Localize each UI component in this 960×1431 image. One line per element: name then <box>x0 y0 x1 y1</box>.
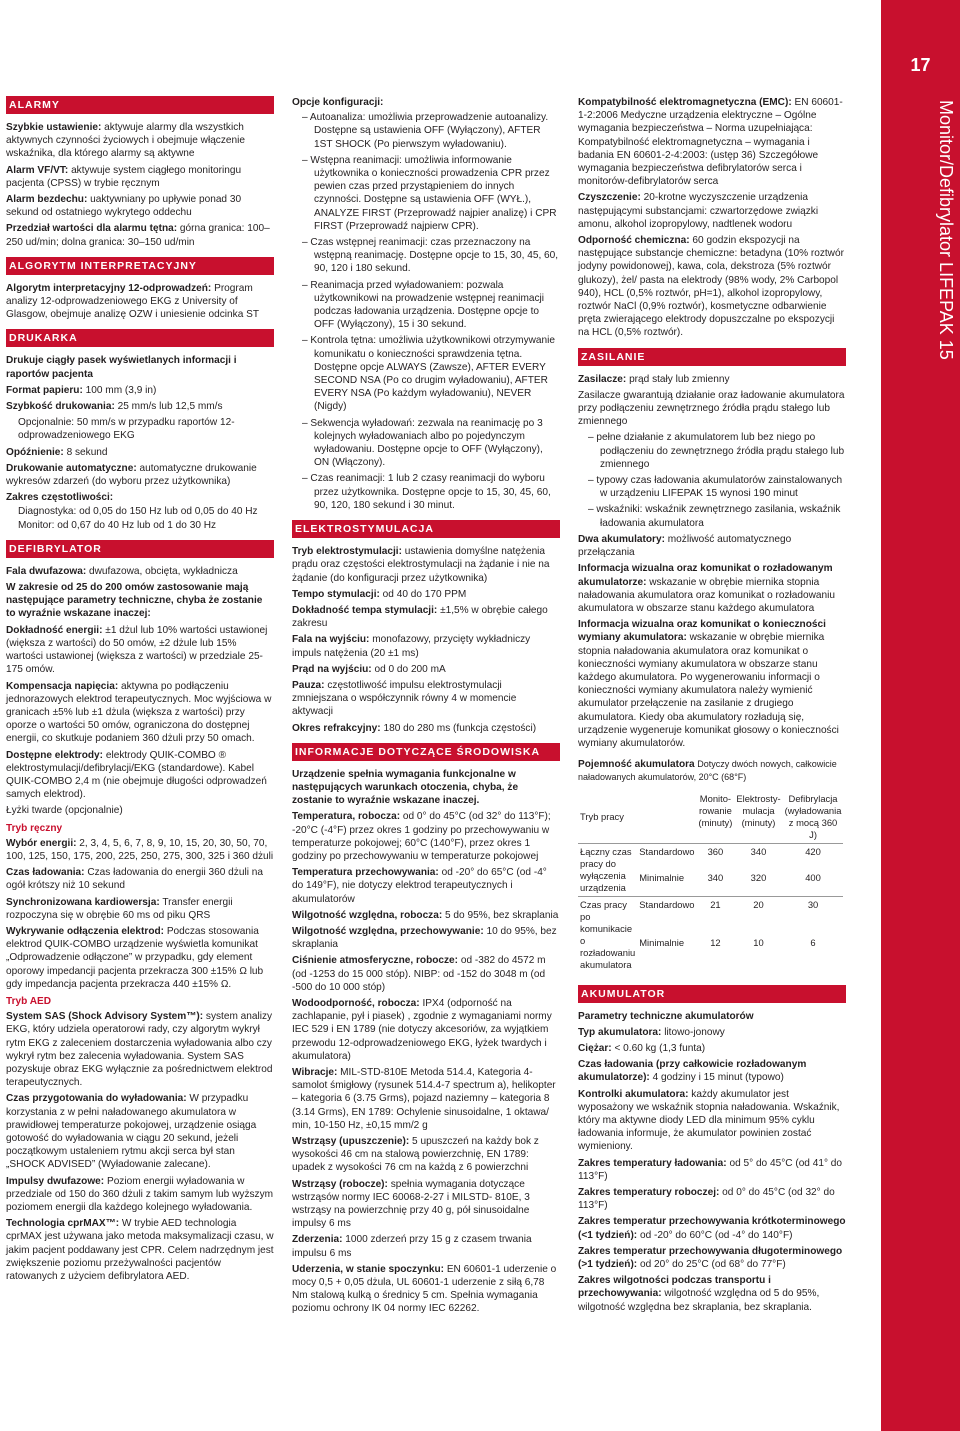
list-item: – Kontrola tętna: umożliwia użytkownikowi otrzymywanie komunikatu o konieczności sprawdzenia tętna. Dostępne opcje ALWAYS (Zawsze), AFTER EVERY SECOND NSA (Po co drugim wyładowaniu), AFTER EVERY NSA (Po każdym wyładowaniu), NEVER (Nigdy) <box>292 334 560 413</box>
table-cell: Standardowo <box>637 896 696 935</box>
table-cell: 6 <box>810 936 816 948</box>
section-heading-alarmy: ALARMY <box>6 96 274 114</box>
table-cell: 400 <box>805 871 821 883</box>
paragraph: Opcjonalnie: 50 mm/s w przypadku raportów 12-odprowadzeniowego EKG <box>18 417 235 442</box>
paragraph: W zakresie od 25 do 200 omów zastosowanie mają następujące parametry techniczne, chyba że zostanie to wyraźnie wskazane inaczej: <box>6 582 263 620</box>
paragraph: System SAS (Shock Advisory System™): system analizy EKG, który udziela operatorowi rady, czy algorytm wykrył rytm EKG z zaleceniem dostarczenia wyładowania albo czy wykrył rytm bez zalecenia wyładowania. System SAS pozyskuje obraz EKG wyłącznie za pośrednictwem elektrod terapeutycznych. <box>6 1011 273 1089</box>
section-heading-elektrostymulacja: ELEKTROSTYMULACJA <box>292 520 560 538</box>
paragraph: Ciężar: < 0.60 kg (1,3 funta) <box>578 1042 706 1054</box>
paragraph: Alarm VF/VT: aktywuje system ciągłego monitoringu pacjenta (CPSS) w trybie ręcznym <box>6 164 242 189</box>
paragraph: Kontrolki akumulatora: każdy akumulator jest wyposażony we wskaźnik stopnia naładowania. Wskaźnik, który ma aktywne diody LED dla minimum 95% cyklu ładowania informuje, że akumulator powinien zostać wymieniony. <box>578 1088 840 1153</box>
paragraph: Diagnostyka: od 0,05 do 150 Hz lub od 0,05 do 40 Hz <box>18 506 258 518</box>
subheading-tryb-aed: Tryb AED <box>6 995 52 1007</box>
paragraph: Informacja wizualna oraz komunikat o konieczności wymiany akumulatora: wskazanie w obrębie miernika stopnia naładowania akumulatora oraz komunikat o konieczności wymiany akumulatora w obszarze stanu każdego akumulatora. Po wygenerowaniu informacji o konieczności wymiany akumulatora należy wymienić akumulator przełączenie na zasilanie z drugiego akumulatora. Kiedy oba akumulatory rozładują się, urządzenie wygeneruje komunikat głosowy o konieczności wymiany akumulatorów. <box>578 619 839 749</box>
paragraph: Zakres temperatur przechowywania krótkoterminowego (<1 tydzień): od -20° do 60°C (od -4° do 140°F) <box>578 1216 846 1241</box>
paragraph: Opóźnienie: 8 sekund <box>6 446 108 458</box>
table-header-row <box>578 791 843 844</box>
paragraph: Wibracje: MIL-STD-810E Metoda 514.4, Kategoria 4-samolot śmigłowy (rysunek 514.4-7 spectrum a), helikopter – kategoria 6 (3.75 Grms), pojazd naziemny – kategoria 8 (3.14 Grms), EN 1789: Ochylenie sinusoidalne, 1 oktawa/ min, 10-150 Hz, ±0,15 mm/2 g <box>292 1067 556 1131</box>
paragraph: Format papieru: 100 mm (3,9 in) <box>6 384 157 396</box>
paragraph: Urządzenie spełnia wymagania funkcjonalne w następujących warunkach otoczenia, chyba, że zostanie to wyraźnie wskazane inaczej. <box>292 768 519 807</box>
paragraph: Zakres temperatur przechowywania długoterminowego (>1 tydzień): od 20° do 25°C (od 68° do 77°F) <box>578 1245 843 1270</box>
section-heading-defibrylator: DEFIBRYLATOR <box>6 540 274 558</box>
table-header: Elektrosty-mulacja (minuty) <box>736 792 781 828</box>
table-cell: 360 <box>697 843 735 870</box>
paragraph: Wykrywanie odłączenia elektrod: Podczas stosowania elektrod QUIK-COMBO urządzenie wyświetla komunikat „Odprowadzenie odłączone” w przypadku, gdy element oporowy impedancji pacjenta przekracza 300 ±15% Ω lub gdy impedancja pacjenta przekracza 440 ±15% Ω. <box>6 925 264 990</box>
table-cell: 420 <box>783 843 844 870</box>
paragraph: Temperatura, robocza: od 0° do 45°C (od 32° do 113°F); -20°C (-4°F) przez okres 1 godziny po przechowywaniu w temperaturze pokojowej; 60°C (140°F), przez okres 1 godziny po przechowywaniu w temperaturze pokojowej <box>292 811 551 862</box>
section-heading-algorytm: ALGORYTM INTERPRETACYJNY <box>6 257 274 275</box>
paragraph: Wstrząsy (upuszczenie): 5 upuszczeń na każdy bok z wysokości 46 cm na stalową powierzchnię, EN 1789: upadek z wysokości 76 cm na każdą z 6 powierzchni <box>292 1136 539 1174</box>
paragraph: Zasilacze: prąd stały lub zmienny <box>578 373 730 385</box>
table-header <box>637 791 696 844</box>
paragraph: Wybór energii: 2, 3, 4, 5, 6, 7, 8, 9, 10, 15, 20, 30, 50, 70, 100, 125, 150, 175, 200, 225, 250, 275, 300, 325 i 360 dżuli <box>6 837 274 862</box>
table-row <box>578 896 843 935</box>
table-cell: 20 <box>734 896 782 935</box>
paragraph: Monitor: od 0,67 do 40 Hz lub od 1 do 30 Hz <box>18 519 217 531</box>
subheading-opcje: Opcje konfiguracji: <box>292 97 384 108</box>
list-item: – wskaźniki: wskaźnik zewnętrznego zasilania, wskaźnik ładowania akumulatora <box>578 503 846 529</box>
paragraph: Technologia cprMAX™: W trybie AED technologia cprMAX jest używana jako metoda maksymalizacji czasu, w jakim pacjent poddawany jest CPR. Celem nadrzędnym jest zwiększenie poziomu przeżywalności pacjentów ratowanych z użyciem defibrylatora AED. <box>6 1218 274 1283</box>
page-sidebar <box>881 0 960 1431</box>
paragraph: Typ akumulatora: litowo-jonowy <box>578 1026 725 1038</box>
column-1 <box>6 96 274 1286</box>
paragraph: Kompatybilność elektromagnetyczna (EMC): EN 60601-1-2:2006 Medyczne urządzenia elektryczne – Ogólne wymagania bezpieczeństwa – Norma uzupełniająca: Kompatybilność elektromagnetyczna – wymagania i badania EN 60601-2-4:2003: (ustęp 36) Szczegółowe wymagania bezpieczeństwa defibrylatorów serca i monitorów-defibrylatorów serca <box>578 97 843 188</box>
paragraph: Informacja wizualna oraz komunikat o rozładowanym akumulatorze: wskazanie w obrębie miernika stopnia naładowania akumulatora oraz komunikat o rozładowaniu akumulatora w obszarze stanu każdego akumulatora <box>578 563 835 614</box>
table-cell: 340 <box>707 871 724 883</box>
table-cell: Łączny czas pracy do wyłączenia urządzenia <box>578 843 637 896</box>
paragraph: Czas przygotowania do wyładowania: W przypadku korzystania z w pełni naładowanego akumulatora w prawidłowej temperaturze pokojowej, urządzenie osiąga gotowość do wyładowania w ciągu 20 sekund, jeżeli początkowym ustaleniem rytmu akcji serca był stan „SHOCK ADVISED” (Wyładowanie zalecane). <box>6 1093 257 1171</box>
paragraph: Szybkie ustawienie: aktywuje alarmy dla wszystkich aktywnych czynności życiowych i obejmuje włączenie wskaźnika, dla którego alarmy są aktywne <box>6 122 245 160</box>
paragraph: Synchronizowana kardiowersja: Transfer energii rozpoczyna się w obrębie 60 ms od piku QRS <box>6 896 233 921</box>
table-cell: Czas pracy po komunikacie o rozładowaniu akumulatora <box>578 896 637 973</box>
paragraph: Dwa akumulatory: możliwość automatycznego przełączania <box>578 533 792 559</box>
list-item: – pełne działanie z akumulatorem lub bez niego po podłączeniu do zewnętrznego źródła prądu stałego lub zmiennego <box>578 431 846 471</box>
table-cell: Minimalnie <box>639 936 685 948</box>
paragraph: Odporność chemiczna: 60 godzin ekspozycji na następujące substancje chemiczne: betadyna (10% roztwór jodyny powidonowej), kawa, cola, dekstroza (5% roztwór glukozy), żel/ pasta na elektrody (98% wody, 2% Carbopol 940), HCL (0,5% roztwór, pH=1), alkohol izopropylowy, roztwór NaCl (0,9% roztwór), kosmetyczne odbarwienie pręta zwierającego elektrody dopuszczalne po ekspozycji na HCL (0,5% roztwór). <box>578 235 844 339</box>
paragraph: Szybkość drukowania: 25 mm/s lub 12,5 mm/s <box>6 401 223 413</box>
subheading-tryb-reczny: Tryb ręczny <box>6 822 63 834</box>
battery-capacity-table <box>578 791 843 973</box>
product-title: Monitor/Defibrylator LIFEPAK 15 <box>936 100 956 360</box>
table-cell: 21 <box>697 896 735 935</box>
section-heading-akumulator: AKUMULATOR <box>578 985 846 1003</box>
section-heading-drukarka: DRUKARKA <box>6 329 274 347</box>
paragraph: Drukowanie automatyczne: automatyczne drukowanie wykresów zdarzeń (do wyboru przez użytkownika) <box>6 462 257 488</box>
paragraph: Zasilacze gwarantują działanie oraz ładowanie akumulatora przy podłączeniu zewnętrznego źródła prądu stałego lub zmiennego <box>578 389 845 428</box>
table-row <box>578 843 843 870</box>
column-3 <box>578 96 846 1317</box>
section-heading-zasilanie: ZASILANIE <box>578 348 846 366</box>
paragraph: Wstrząsy (robocze): spełnia wymagania dotyczące wstrząsów normy IEC 60068-2-27 i MILSTD- 810E, 3 wstrząsy na powierzchnię przy 40 g, pół sinusoidalne impulsy 6 ms <box>292 1178 530 1230</box>
paragraph: Fala dwufazowa: dwufazowa, obcięta, wykładnicza <box>6 565 238 577</box>
list-item: – Wstępna reanimacji: umożliwia informowanie użytkownika o konieczności prowadzenia CPR przez pewien czas przed przystąpieniem do innych czynności. Dostępne są ustawienia OFF (WYŁ.), ANALYZE FIRST (Przeprowadź najpier analizę) i CPR FIRST (Przeprowadź najpierw CPR). <box>292 154 560 233</box>
paragraph: Wilgotność względna, przechowywanie: 10 do 95%, bez skraplania <box>292 925 557 951</box>
paragraph: Dokładność energii: ±1 dżul lub 10% wartości ustawionej (większa z wartości) do 50 omów, ±2 dżule lub 15% wartości ustawionej (większa z wartości) w przedziale 25-175 omów. <box>6 624 268 676</box>
paragraph: Uderzenia, w stanie spoczynku: EN 60601-1 uderzenie o mocy 0,5 + 0,05 dżula, UL 60601-1 uderzenie z siłą 6,78 Nm stalową kulką o średnicy 5 cm. Spełnia wymagania poziomu ochrony IK 04 normy IEC 62262. <box>292 1263 557 1315</box>
paragraph: Alarm bezdechu: uaktywniany po upływie ponad 30 sekund od ostatniego wykrytego oddechu <box>6 194 242 219</box>
paragraph: Prąd na wyjściu: od 0 do 200 mA <box>292 663 446 675</box>
list-item: – typowy czas ładowania akumulatorów zainstalowanych w urządzeniu LIFEPAK 15 wynosi 190 minut <box>578 474 846 500</box>
paragraph: Zakres temperatury ładowania: od 5° do 45°C (od 41° do 113°F) <box>578 1157 843 1182</box>
section-heading-srodowisko: INFORMACJE DOTYCZĄCE ŚRODOWISKA <box>292 743 560 761</box>
table-cell: 10 <box>753 936 764 948</box>
paragraph: Algorytm interpretacyjny 12-odprowadzeń: Program analizy 12-odprowadzeniowego EKG z University of Glasgow, obejmuje analizę OZW i uniesienie odcinka ST <box>6 282 260 321</box>
paragraph: Tryb elektrostymulacji: ustawienia domyślne natężenia prądu oraz częstości elektrostymulacji na żądanie i nie na żądanie (do konfiguracji przez użytkownika) <box>292 546 550 584</box>
paragraph: Zakres wilgotności podczas transportu i przechowywania: wilgotność względna od 5 do 95%, wilgotność względna bez skraplania, bez skraplania. <box>578 1275 820 1313</box>
table-header: Defibrylacja (wyładowania z mocą 360 J) <box>784 792 842 840</box>
paragraph: Tempo stymulacji: od 40 do 170 PPM <box>292 588 467 600</box>
paragraph: Zakres częstotliwości: <box>6 492 114 504</box>
page-number: 17 <box>910 55 931 75</box>
table-caption: Pojemność akumulatora Dotyczy dwóch nowych, całkowicie naładowanych akumulatorów, 20°C (68°F) <box>578 759 837 783</box>
paragraph: Drukuje ciągły pasek wyświetlanych informacji i raportów pacjenta <box>6 355 237 380</box>
list-item: – Czas wstępnej reanimacji: czas przeznaczony na wstępną reanimację. Dostępne opcje to 15, 30, 45, 60, 90, 120 i 180 sekund. <box>292 236 560 276</box>
table-header: Tryb pracy <box>580 810 624 822</box>
paragraph: Dostępne elektrody: elektrody QUIK-COMBO ® elektrostymulacji/defibrylacji/EKG (standardowe). Kabel QUIK-COMBO 2,4 m (nie obejmuje długości odprowadzeń samych elektrod). <box>6 749 267 801</box>
table-cell: Minimalnie <box>639 871 685 883</box>
paragraph: Ciśnienie atmosferyczne, robocze: od -382 do 4572 m (od -1253 do 15 000 stóp). NIBP: od -152 do 3048 m (od -500 do 10 000 stóp) <box>292 955 546 993</box>
paragraph: Wilgotność względna, robocza: 5 do 95%, bez skraplania <box>292 909 559 921</box>
paragraph: Czyszczenie: 20-krotne wyczyszczenie urządzenia następującymi substancjami: czwartorzędowe związki amonu, alkohol izopropylowy, nadtlenek wodoru <box>578 192 819 230</box>
table-cell: 320 <box>750 871 767 883</box>
paragraph: Łyżki twarde (opcjonalnie) <box>6 805 123 817</box>
paragraph: Temperatura przechowywania: od -20° do 65°C (od -4° do 149°F), nie dotyczy elektrod terapeutycznych i akumulatorów <box>292 867 547 905</box>
paragraph: Dokładność tempa stymulacji: ±1,5% w obrębie całego zakresu <box>292 604 548 630</box>
list-item: – Reanimacja przed wyładowaniem: pozwala użytkownikowi na prowadzenie wstępnej reanimacji podczas ładowania urządzenia. Dostępne opcje to OFF (Wyłączony), 15 i 30 sekund. <box>292 279 560 332</box>
column-2 <box>292 96 560 1319</box>
paragraph: Parametry techniczne akumulatorów <box>578 1010 754 1022</box>
paragraph: Przedział wartości dla alarmu tętna: górna granica: 100–250 ud/min; dolna granica: 30–150 ud/min <box>6 223 270 248</box>
table-cell: 30 <box>783 896 844 935</box>
table-cell: Standardowo <box>637 843 696 870</box>
paragraph: Pauza: częstotliwość impulsu elektrostymulacji zmniejszana o współczynnik równy 4 w momencie aktywacji <box>292 679 517 718</box>
paragraph: Kompensacja napięcia: aktywna po podłączeniu jednorazowych elektrod terapeutycznych. Moc wyjściowa w granicach ±5% lub ±1 dżula (większa z wartości) przy oporze o wartości 50 omów, ograniczona do dostępnej energii, co skutkuje podaniem 360 dżuli przy 50 omach. <box>6 680 272 745</box>
paragraph: Impulsy dwufazowe: Poziom energii wyładowania w przedziale od 150 do 360 dżuli z takim samym lub wyższym poziomem energii dla każdego kolejnego wyładowania. <box>6 1175 274 1214</box>
table-header: Monito-rowanie (minuty) <box>698 792 733 828</box>
paragraph: Czas ładowania (przy całkowicie rozładowanym akumulatorze): 4 godziny i 15 minut (typowo) <box>578 1059 807 1084</box>
table-cell: 12 <box>710 936 721 948</box>
list-item: – Autoanaliza: umożliwia przeprowadzenie autoanalizy. Dostępne są ustawienia OFF (Wyłączony), AFTER 1ST SHOCK (Po pierwszym wyładowaniu). <box>292 111 560 151</box>
table-cell: 340 <box>734 843 782 870</box>
paragraph: Okres refrakcyjny: 180 do 280 ms (funkcja częstości) <box>292 722 537 734</box>
list-item: – Sekwencja wyładowań: zezwala na reanimację po 3 kolejnych wyładowaniach albo po pojedynczym wyładowaniu. Dostępne opcje to OFF (Wyłączony), ON (Włączony). <box>292 417 560 470</box>
paragraph: Wodoodporność, robocza: IPX4 (odporność na zachlapanie, pył i piasek) , zgodnie z wymaganiami normy IEC 529 i EN 1789 (nie dotyczy akcesoriów, za wyjątkiem przewodu 12-odprowadzeniowego EKG, łyżek twardych i akumulatora) <box>292 997 552 1062</box>
paragraph: Czas ładowania: Czas ładowania do energii 360 dżuli na ogół krótszy niż 10 sekund <box>6 867 263 892</box>
paragraph: Zderzenia: 1000 zderzeń przy 15 g z czasem trwania impulsu 6 ms <box>292 1234 532 1259</box>
paragraph: Zakres temperatury roboczej: od 0° do 45°C (od 32° do 113°F) <box>578 1186 835 1212</box>
paragraph: Fala na wyjściu: monofazowy, przycięty wykładniczy impuls natężenia (20 ±1 ms) <box>292 634 531 659</box>
list-item: – Czas reanimacji: 1 lub 2 czasy reanimacji do wyboru przez użytkownika. Dostępne opcje to 15, 30, 45, 60, 90, 120, 180 sekund i 30 minut. <box>292 472 560 512</box>
